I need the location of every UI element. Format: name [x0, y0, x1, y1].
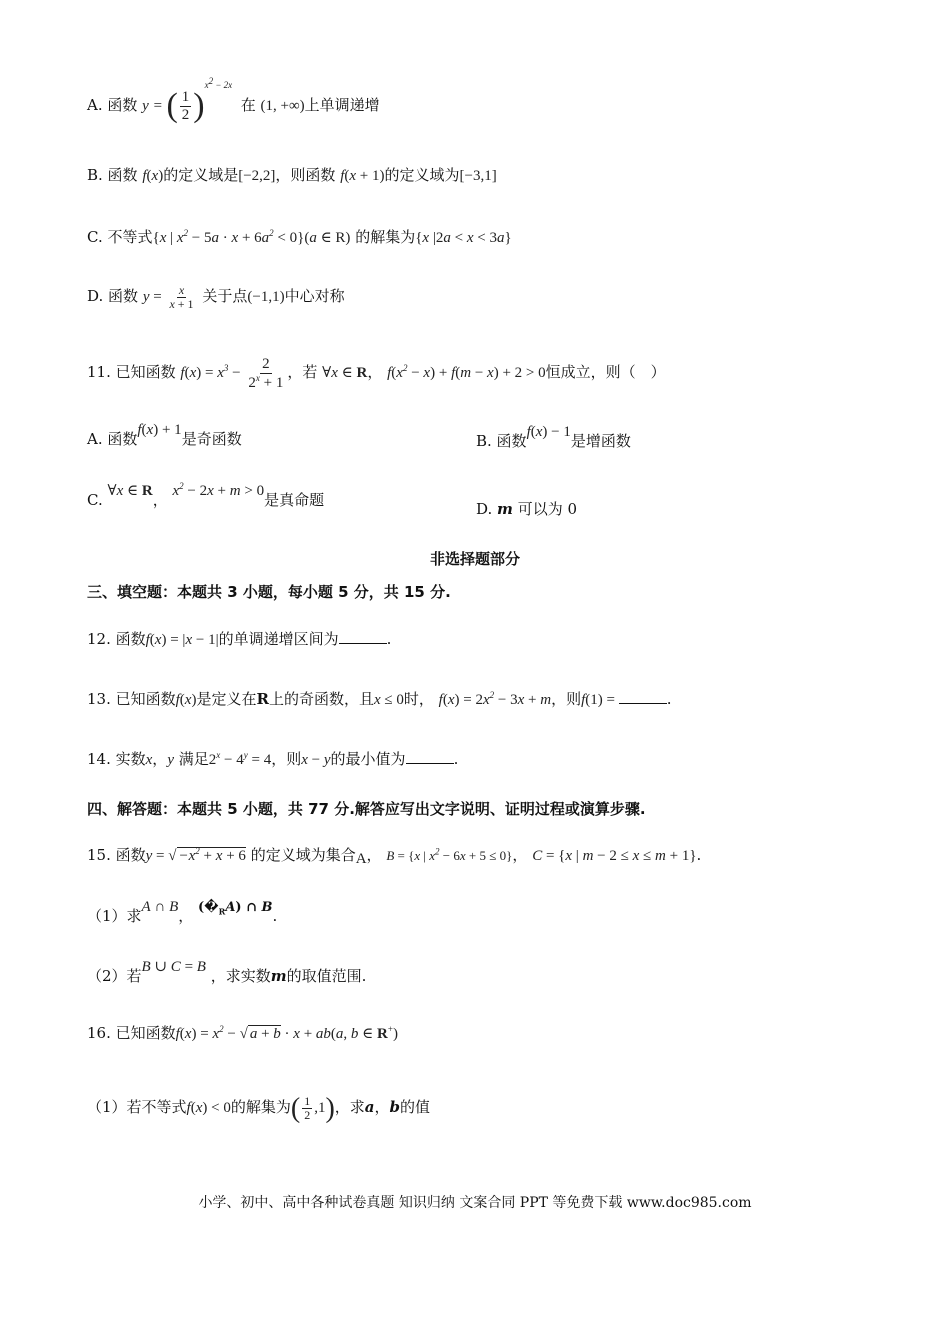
option-text: 的定义域是 [163, 166, 239, 184]
math-expression: $2^x - 4^y = 4$ [208, 750, 272, 768]
set-a-label: A [355, 851, 367, 867]
question-text: ， [178, 907, 194, 925]
question-text: 的取值范围. [286, 967, 367, 985]
question-15-part-1 [87, 899, 278, 927]
question-15 [87, 846, 701, 865]
math-expression: $(�_RA)$ ∩ B [198, 900, 273, 917]
option-text: 的解集为 [355, 228, 416, 246]
question-text: ，求实数 [210, 967, 271, 985]
question-text: 的解集为 [230, 1098, 291, 1117]
option-11d [476, 498, 577, 519]
question-text: ，若 [287, 362, 318, 381]
question-text: . [453, 750, 459, 768]
question-text: 13. 已知函数 [87, 690, 176, 708]
option-text: 是增函数 [570, 432, 631, 450]
question-text: 恒成立，则（ ） [545, 362, 666, 381]
question-12 [87, 629, 391, 649]
math-variable: m [270, 967, 287, 985]
option-11b [476, 424, 631, 451]
option-text: 中心对称 [284, 287, 345, 306]
math-expression: x − y [301, 752, 331, 768]
question-16 [87, 1024, 398, 1043]
question-14 [87, 749, 458, 769]
question-text: . [666, 690, 672, 708]
question-text: 11. 已知函数 [87, 362, 176, 381]
math-expression: A ∩ B [141, 899, 179, 915]
math-expression: {x |2a < x < 3a} [415, 230, 512, 246]
math-expression: $f(x) = x^3$ − $\frac{2}{2^x + 1}$ [180, 356, 284, 391]
math-variable: b [389, 1098, 401, 1117]
question-text: ， [374, 1098, 390, 1117]
math-expression: $x^2 - 2x + m > 0$ [172, 481, 265, 499]
math-variable: a [364, 1098, 375, 1117]
option-label: A. 函数 [87, 430, 138, 448]
option-label: C. 不等式 [87, 228, 153, 246]
math-expression: [−3,1] [459, 168, 497, 184]
math-expression: (−1,1) [247, 289, 285, 306]
question-text: . [696, 846, 702, 864]
option-10c [87, 228, 512, 247]
option-label: B. 函数 [87, 166, 138, 184]
math-expression: f(x + 1) [340, 168, 385, 184]
option-text: 是奇函数 [181, 430, 242, 448]
question-text: ， [152, 750, 168, 768]
option-text: 的定义域为 [384, 166, 460, 184]
math-expression: B ∪ C = B [141, 959, 206, 975]
question-text: 上的奇函数，且 [268, 690, 374, 708]
math-expression: x ≤ 0 [373, 692, 404, 708]
section-nonchoice: 非选择题部分 [429, 550, 520, 568]
math-expression: f(1) = [581, 692, 619, 708]
math-expression: y = √ $-x^2 + x + 6$ [145, 846, 246, 864]
part-label: （1）若不等式 [87, 1098, 187, 1117]
question-15-part-2 [87, 959, 367, 986]
math-expression: $f(x) = 2x^2 - 3x + m$ [438, 690, 552, 708]
math-expression: f(x) − 1 [526, 424, 571, 440]
math-expression: ∀x ∈ R [107, 483, 153, 499]
math-expression: y = $\frac{x}{x + 1}$ [142, 283, 194, 312]
question-text: 时， [403, 690, 434, 708]
question-text: ， [367, 362, 383, 381]
math-expression: x [145, 752, 153, 768]
question-text: ，求 [334, 1098, 365, 1117]
math-expression: $f(x) = x^2$ − √ a + b · x + ab(a, b ∈ R+) [175, 1024, 398, 1042]
math-expression: f(x) [142, 168, 164, 184]
option-text: 关于点 [202, 287, 248, 306]
option-10d [87, 284, 345, 311]
math-expression: B = {x | $x^2 - 6x + 5 \le 0$} [386, 846, 513, 863]
section-fill-in: 三、填空题：本题共 3 小题，每小题 5 分，共 15 分. [87, 583, 451, 601]
question-text: . [272, 907, 278, 925]
question-text: 16. 已知函数 [87, 1024, 176, 1042]
option-11a [87, 422, 242, 449]
option-text: ，则函数 [275, 166, 336, 184]
answer-blank[interactable] [339, 629, 387, 644]
question-text: 的单调递增区间为 [218, 630, 339, 648]
math-expression: f(x) [175, 692, 197, 708]
option-text: 上单调递增 [304, 95, 380, 114]
option-text: 在 [240, 95, 256, 114]
part-label: （2）若 [87, 967, 142, 985]
option-label: C. [87, 491, 103, 509]
part-label: （1）求 [87, 907, 142, 925]
option-label: D. [476, 500, 493, 518]
option-label: B. 函数 [476, 432, 527, 450]
math-expression: C = {x | m − 2 ≤ x ≤ m + 1} [532, 848, 697, 864]
question-11 [87, 356, 666, 391]
question-text: 的值 [400, 1098, 431, 1117]
option-text: 可以为 0 [517, 500, 578, 518]
question-text: 14. 实数 [87, 750, 146, 768]
question-text: . [386, 630, 392, 648]
option-label: D. 函数 [87, 287, 139, 306]
option-11c: C. ∀x ∈ R， $x^2 - 2x + m > 0$是真命题 [87, 481, 325, 509]
question-text: 是定义在 [196, 690, 257, 708]
question-16-part-1 [87, 1092, 430, 1126]
question-text: ，则 [271, 750, 302, 768]
math-expression: y = ( $\frac{1}{2}$ )$^{x^2 - 2x}$ [142, 75, 233, 124]
question-text: 的最小值为 [330, 750, 406, 768]
math-expression: $f(x^2 - x) + f(m - x) + 2 > 0$ [387, 362, 546, 381]
math-expression: ∀x ∈ R [322, 364, 368, 381]
math-expression: f(x) + 1 [137, 422, 182, 438]
question-text: 12. 函数 [87, 630, 146, 648]
page-footer: 小学、初中、高中各种试卷真题 知识归纳 文案合同 PPT 等免费下载 www.doc985.com [198, 1195, 752, 1211]
question-text: ， [366, 846, 382, 864]
question-text: ，则 [551, 690, 582, 708]
option-10a [87, 75, 380, 127]
math-set-r: R [256, 690, 269, 708]
math-expression: f(x) = |x − 1| [145, 632, 219, 648]
question-text: 满足 [178, 750, 209, 768]
question-text: 15. 函数 [87, 846, 146, 864]
question-text: 的定义域为集合 [250, 846, 356, 864]
answer-blank[interactable] [406, 749, 454, 764]
math-expression: y [167, 752, 174, 768]
answer-blank[interactable] [619, 689, 667, 704]
question-text: ， [512, 846, 528, 864]
option-label: A. 函数 [87, 95, 138, 114]
math-expression: ( $\frac{1}{2}$ ,1) [290, 1093, 335, 1124]
math-expression: f(x) < 0 [186, 1100, 231, 1117]
section-answer-questions: 四、解答题：本题共 5 小题，共 77 分.解答应写出文字说明、证明过程或演算步骤. [87, 800, 646, 818]
question-13 [87, 689, 672, 709]
math-expression: [−2,2] [238, 168, 276, 184]
option-10b [87, 166, 497, 185]
math-variable: m [497, 500, 513, 518]
math-expression: {x | $x^2 - 5a \cdot x + 6a^2 < 0\}(a$ ∈ R) [152, 228, 351, 246]
garbled-symbol: (� [198, 900, 219, 915]
math-expression: (1, +∞) [260, 97, 305, 114]
option-text: 是真命题 [264, 491, 325, 509]
